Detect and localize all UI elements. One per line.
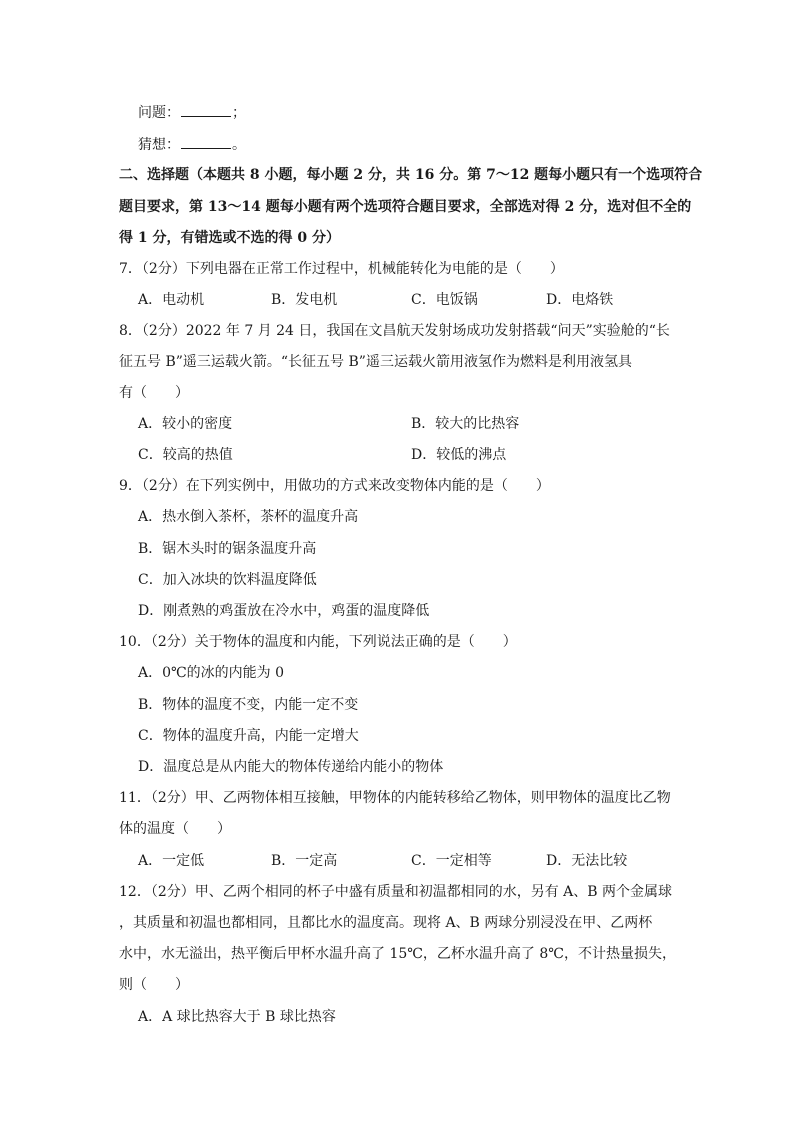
option-a[interactable]: A．一定低 — [138, 853, 205, 869]
option-c[interactable]: C．电饭锅 — [411, 292, 478, 308]
option-a[interactable]: A．热水倒入茶杯，茶杯的温度升高 — [138, 509, 359, 525]
section2-header-line1: 二、选择题（本题共 8 小题，每小题 2 分，共 16 分。第 7～12 题每小题只有一个选项符合 — [119, 167, 703, 183]
question-label: 问题： — [138, 105, 180, 121]
option-a[interactable]: A．较小的密度 — [138, 416, 233, 432]
option-c[interactable]: C．物体的温度升高，内能一定增大 — [138, 728, 359, 744]
section2-header-line2: 题目要求，第 13～14 题每小题有两个选项符合题目要求，全部选对得 2 分，选对但不全的 — [119, 199, 692, 215]
guess-label: 猜想： — [138, 137, 180, 153]
question-8-stem-line2: 征五号 B”遥三运载火箭。“长征五号 B”遥三运载火箭用液氢作为燃料是利用液氢具 — [119, 354, 632, 370]
guess-end: 。 — [232, 137, 246, 153]
question-11-stem-line2: 体的温度（ ） — [119, 821, 231, 837]
option-b[interactable]: B．一定高 — [271, 853, 338, 869]
question-12-stem-line2: ，其质量和初温也都相同，且都比水的温度高。现将 A、B 两球分别浸没在甲、乙两杯 — [119, 915, 653, 931]
option-c[interactable]: C．一定相等 — [411, 853, 492, 869]
option-a[interactable]: A．0℃的冰的内能为 0 — [138, 665, 285, 681]
option-d[interactable]: D．刚煮熟的鸡蛋放在冷水中，鸡蛋的温度降低 — [138, 603, 430, 619]
option-c[interactable]: C．较高的热值 — [138, 447, 233, 463]
question-12-stem-line4: 则（ ） — [119, 977, 189, 993]
option-b[interactable]: B．锯木头时的锯条温度升高 — [138, 541, 317, 557]
option-a[interactable]: A．A 球比热容大于 B 球比热容 — [138, 1009, 336, 1025]
question-11-stem-line1: 11．（2分）甲、乙两物体相互接触，甲物体的内能转移给乙物体，则甲物体的温度比乙物 — [119, 790, 671, 806]
option-d[interactable]: D．温度总是从内能大的物体传递给内能小的物体 — [138, 759, 444, 775]
option-b[interactable]: B．发电机 — [271, 292, 338, 308]
question-9-stem: 9．（2分）在下列实例中，用做功的方式来改变物体内能的是（ ） — [119, 478, 550, 494]
question-10-stem: 10．（2分）关于物体的温度和内能，下列说法正确的是（ ） — [119, 634, 517, 650]
question-end: ； — [232, 105, 246, 121]
guess-fill-line — [138, 134, 698, 155]
section2-header-line3: 得 1 分，有错选或不选的得 0 分） — [119, 230, 340, 246]
option-b[interactable]: B．物体的温度不变，内能一定不变 — [138, 697, 359, 713]
option-a[interactable]: A．电动机 — [138, 292, 205, 308]
question-8-stem-line3: 有（ ） — [119, 385, 189, 401]
option-d[interactable]: D．电烙铁 — [546, 292, 614, 308]
option-d[interactable]: D．无法比较 — [546, 853, 628, 869]
option-d[interactable]: D．较低的沸点 — [411, 447, 507, 463]
question-8-stem-line1: 8．（2分）2022 年 7 月 24 日，我国在文昌航天发射场成功发射搭载“问天”实验舱的“长 — [119, 323, 670, 339]
question-fill-line — [138, 102, 698, 123]
question-blank[interactable] — [181, 102, 231, 117]
option-c[interactable]: C．加入冰块的饮料温度降低 — [138, 572, 317, 588]
guess-blank[interactable] — [181, 134, 231, 149]
option-b[interactable]: B．较大的比热容 — [411, 416, 520, 432]
question-12-stem-line1: 12．（2分）甲、乙两个相同的杯子中盛有质量和初温都相同的水，另有 A、B 两个金属球 — [119, 884, 673, 900]
question-7-stem: 7．（2分）下列电器在正常工作过程中，机械能转化为电能的是（ ） — [119, 261, 564, 277]
question-12-stem-line3: 水中，水无溢出，热平衡后甲杯水温升高了 15℃，乙杯水温升高了 8℃，不计热量损失， — [119, 946, 676, 962]
